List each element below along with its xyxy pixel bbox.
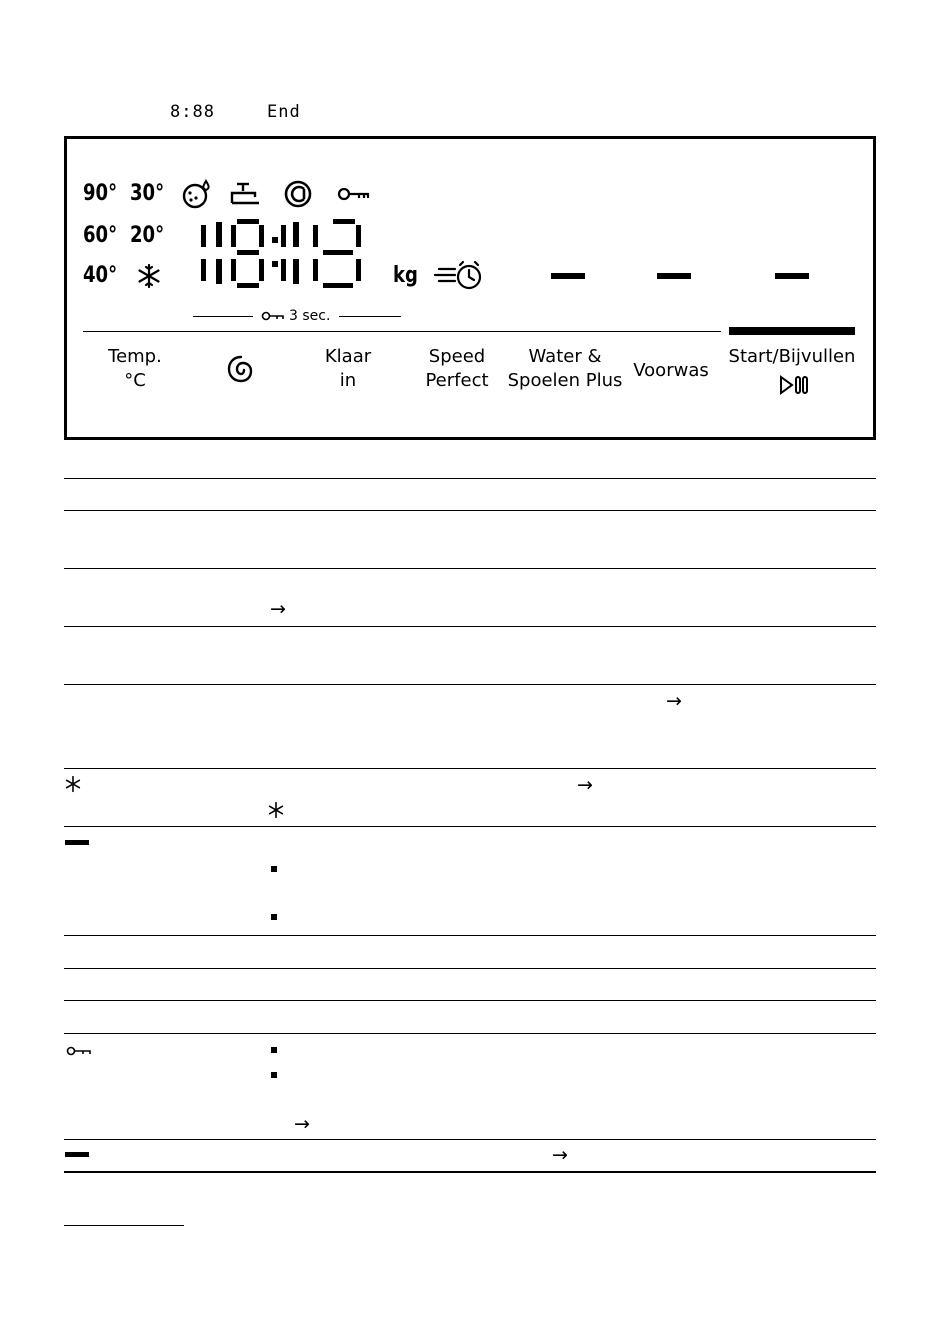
panel-divider [83,331,721,332]
table-rule-4 [64,626,876,627]
button-water-line2: Spoelen Plus [507,370,623,391]
option-dash-1 [551,273,585,279]
button-water-spoelen-plus[interactable] [503,345,627,393]
table-arrow-3: → [577,774,593,796]
dash-icon-row [65,840,89,845]
lock-hint-line-left [193,316,253,317]
footnote-rule [64,1225,184,1226]
table-arrow-4: → [294,1113,310,1135]
control-panel-diagram [64,136,876,440]
table-arrow-2: → [666,690,682,712]
table-rule-7 [64,826,876,827]
button-voorwas-label: Voorwas [633,360,709,381]
button-water-line1: Water & [528,346,602,367]
dash-icon-row-2 [65,1152,89,1157]
button-klaar-in-line2: in [339,370,357,391]
tap-icon [229,181,261,207]
table-rule-6 [64,768,876,769]
soak-icon [181,179,215,209]
lock-hint-text: 3 sec. [289,308,331,324]
snowflake-icon-inline [268,801,284,819]
table-rule-11 [64,1033,876,1034]
button-temp[interactable] [87,345,183,393]
lock-hint-line-right [339,316,401,317]
bullet-1 [271,866,277,872]
key-icon [337,185,371,203]
button-voorwas[interactable] [623,359,719,383]
temp-30: 30° [130,181,165,206]
button-start-label: Start/Bijvullen [728,346,856,367]
button-temp-line2: °C [124,370,146,391]
table-rule-3 [64,568,876,569]
unit-kg: kg [393,263,418,288]
button-klaar-in-line1: Klaar [324,346,372,367]
table-rule-2 [64,510,876,511]
button-speed-perfect[interactable] [407,345,507,393]
speed-timer-icon [433,259,489,293]
temp-40: 40° [83,263,118,288]
table-rule-12 [64,1139,876,1140]
bullet-4 [271,1072,277,1078]
key-icon-small [261,309,285,323]
table-rule-5 [64,684,876,685]
button-klaar-in[interactable] [303,345,393,393]
key-icon-row [66,1045,92,1057]
start-button-bar [729,327,855,335]
temp-20: 20° [130,223,165,248]
table-arrow-1: → [270,598,286,620]
option-dash-2 [657,273,691,279]
button-speed-perfect-line2: Perfect [425,370,489,391]
main-time-display [193,217,371,291]
button-speed-perfect-line1: Speed [428,346,486,367]
temp-60: 60° [83,223,118,248]
button-temp-line1: Temp. [108,346,162,367]
display-end-sample: End [267,102,301,122]
snowflake-icon [137,263,161,289]
bullet-2 [271,914,277,920]
button-start-bijvullen[interactable] [723,345,861,369]
table-rule-8 [64,935,876,936]
bullet-3 [271,1047,277,1053]
table-arrow-5: → [552,1144,568,1166]
table-rule-bottom [64,1171,876,1173]
drum-icon [283,179,315,209]
temp-90: 90° [83,181,118,206]
table-rule-10 [64,1000,876,1001]
play-pause-icon [779,375,809,395]
table-rule-9 [64,968,876,969]
table-rule-1 [64,478,876,479]
snowflake-icon-row [65,775,81,793]
spin-icon[interactable] [225,353,257,385]
display-digits-sample: 8:88 [170,102,215,122]
option-dash-3 [775,273,809,279]
